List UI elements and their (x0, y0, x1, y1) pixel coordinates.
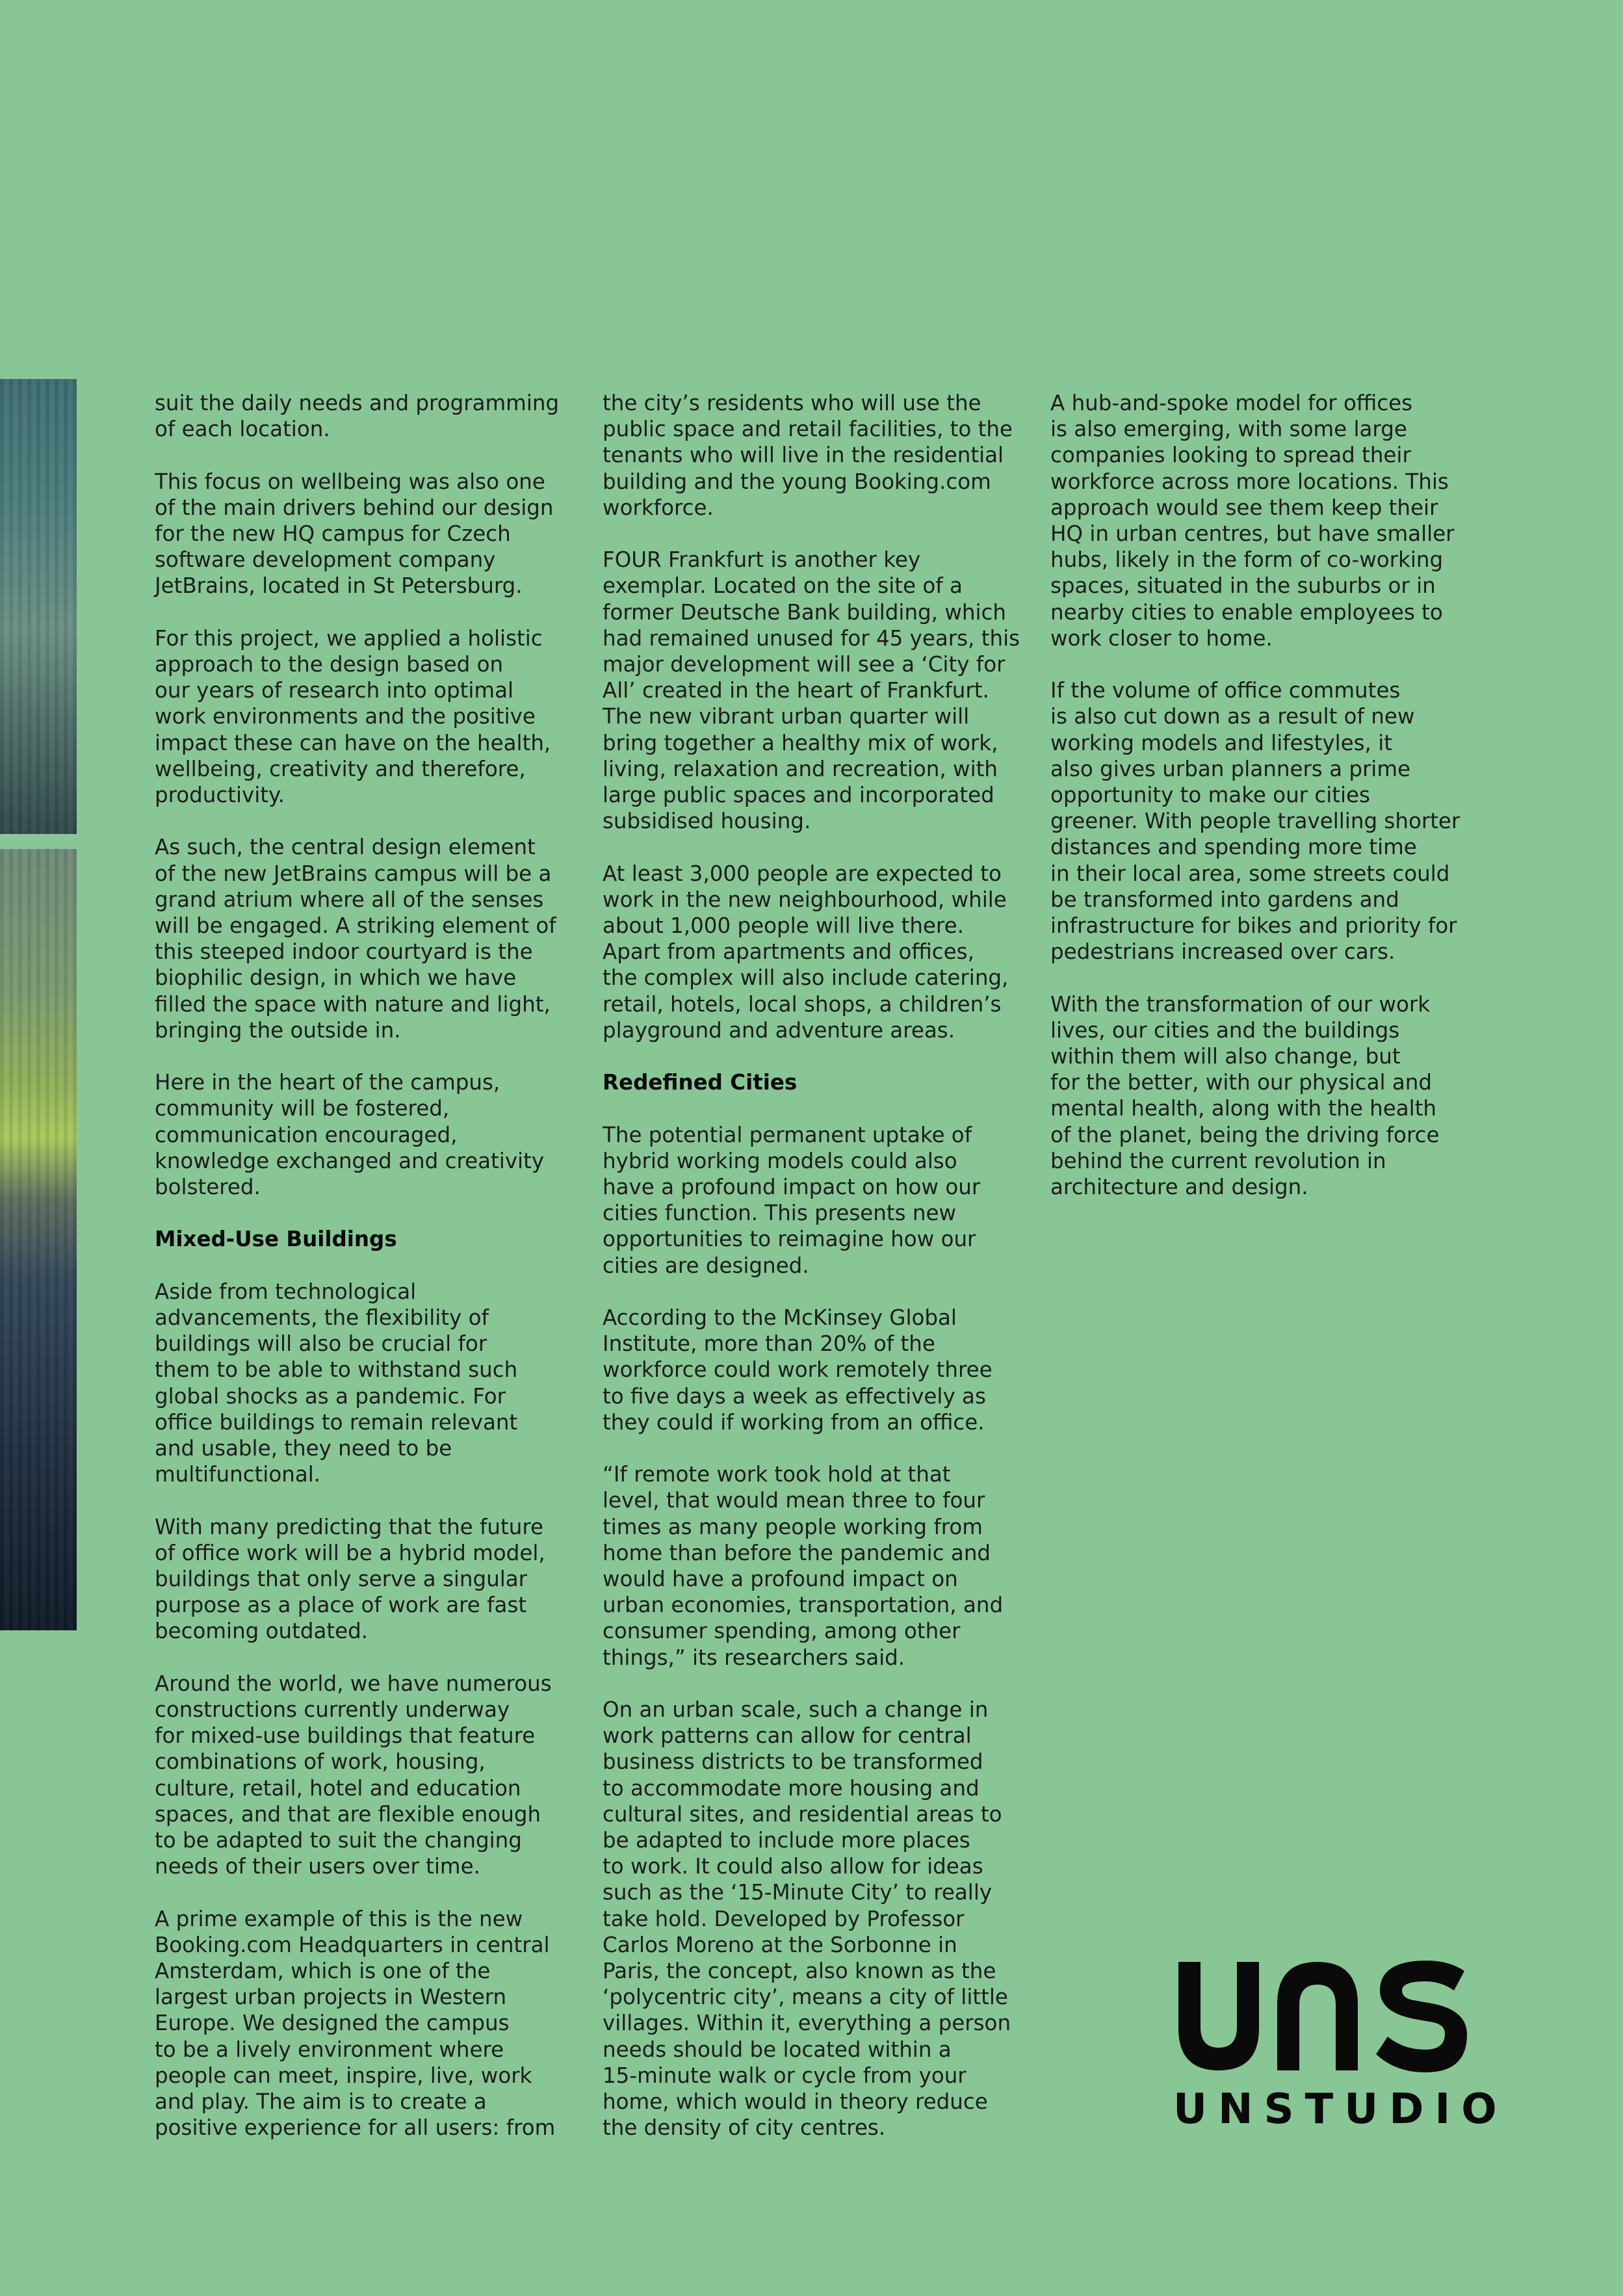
paragraph: Around the world, we have numerous constructions currently underway for mixed-use buildings that feature combinations of work, housing, culture, retail, hotel and education spaces, and that are flexible enough to be adapted to suit the changing needs of their users over time. (155, 1671, 552, 1879)
paragraph: the city’s residents who will use the public space and retail facilities, to the tenants who will live in the residential building and the young Booking.com workforce. (603, 391, 1013, 520)
paragraph: Here in the heart of the campus, community will be fostered, communication encouraged, knowledge exchanged and creativity bolstered. (155, 1070, 545, 1200)
paragraph: At least 3,000 people are expected to work in the new neighbourhood, while about 1,000 people will live there. Apart from apartments and offices, the complex will also include catering, retail, hotels, local shops, a children’s playground and adventure areas. (603, 861, 1009, 1043)
paragraph: Aside from technological advancements, the flexibility of buildings will also be crucial for them to be able to withstand such global shocks as a pandemic. For office buildings to remain relevant and usable, they need to be multifunctional. (155, 1279, 518, 1487)
paragraph: “If remote work took hold at that level, that would mean three to four times as many people working from home than before the pandemic and would have a profound impact on urban economies, transportation, and consumer spending, among other things,” its researchers said. (603, 1462, 1004, 1670)
paragraph: FOUR Frankfurt is another key exemplar. Located on the site of a former Deutsche Bank building, which had remained unused for 45 years, this major development will see a ‘City for All’ created in the heart of Frankfurt. The new vibrant urban quarter will bring together a healthy mix of work, living, relaxation and recreation, with large public spaces and incorporated subsidised housing. (603, 547, 1020, 834)
text-column-3 (1050, 390, 1473, 1226)
uns-logo-mark-icon (1173, 1957, 1472, 2077)
paragraph: With the transformation of our work lives, our cities and the buildings within them will also change, but for the better, with our physical and mental health, along with the health of the planet, being the driving force behind the current revolution in architecture and design. (1050, 991, 1440, 1200)
paragraph: A hub-and-spoke model for offices is also emerging, with some large companies looking to spread their workforce across more locations. This approach would see them keep their HQ in urban centres, but have smaller hubs, likely in the form of co-working spaces, situated in the suburbs or in nearby cities to enable employees to work closer to home. (1050, 391, 1455, 651)
paragraph: The potential permanent uptake of hybrid working models could also have a profound impact on how our cities function. This presents new opportunities to reimagine how our cities are designed. (603, 1122, 981, 1278)
text-column-2 (603, 390, 1025, 2167)
unstudio-wordmark: UNSTUDIO (1173, 2085, 1508, 2133)
unstudio-logo (1173, 1957, 1508, 2139)
paragraph: For this project, we applied a holistic approach to the design based on our years of research into optimal work environments and the positive impact these can have on the health, wellbeing, creativity and therefore, productivity. (155, 625, 551, 808)
section-heading-mixed-use: Mixed-Use Buildings (155, 1227, 397, 1252)
paragraph: With many predicting that the future of office work will be a hybrid model, buildings that only serve a singular purpose as a place of work are fast becoming outdated. (155, 1514, 545, 1644)
paragraph: A prime example of this is the new Booking.com Headquarters in central Amsterdam, which is one of the largest urban projects in Western Europe. We designed the campus to be a lively environment where people can meet, inspire, live, work and play. The aim is to create a positive experience for all users: from (155, 1906, 556, 2141)
paragraph: On an urban scale, such a change in work patterns can allow for central business districts to be transformed to accommodate more housing and cultural sites, and residential areas to be adapted to include more places to work. It could also allow for ideas such as the ‘15-Minute City’ to really take hold. Developed by Professor Carlos Moreno at the Sorbonne in Paris, the concept, also known as the ‘polycentric city’, means a city of little villages. Within it, everything a person needs should be located within a 15-minute walk or cycle from your home, which would in theory reduce the density of city centres. (603, 1697, 1011, 2141)
paragraph: According to the McKinsey Global Institute, more than 20% of the workforce could work remotely three to five days a week as effectively as they could if working from an office. (603, 1305, 993, 1435)
paragraph: This focus on wellbeing was also one of the main drivers behind our design for the new HQ campus for Czech software development company JetBrains, located in St Petersburg. (155, 469, 554, 599)
photo-strip-top (0, 379, 77, 834)
paragraph: suit the daily needs and programming of each location. (155, 391, 560, 442)
paragraph: If the volume of office commutes is also cut down as a result of new working models and lifestyles, it also gives urban planners a prime opportunity to make our cities greener. With people travelling shorter distances and spending more time in their local area, some streets could be transformed into gardens and infrastructure for bikes and priority for pedestrians increased over cars. (1050, 678, 1461, 965)
section-heading-redefined-cities: Redefined Cities (603, 1070, 798, 1095)
paragraph: As such, the central design element of the new JetBrains campus will be a grand atrium where all of the senses will be engaged. A striking element of this steeped indoor courtyard is the biophilic design, in which we have filled the space with nature and light, bringing the outside in. (155, 835, 556, 1043)
text-column-1 (155, 390, 577, 2167)
photo-strip-bottom (0, 849, 77, 1630)
